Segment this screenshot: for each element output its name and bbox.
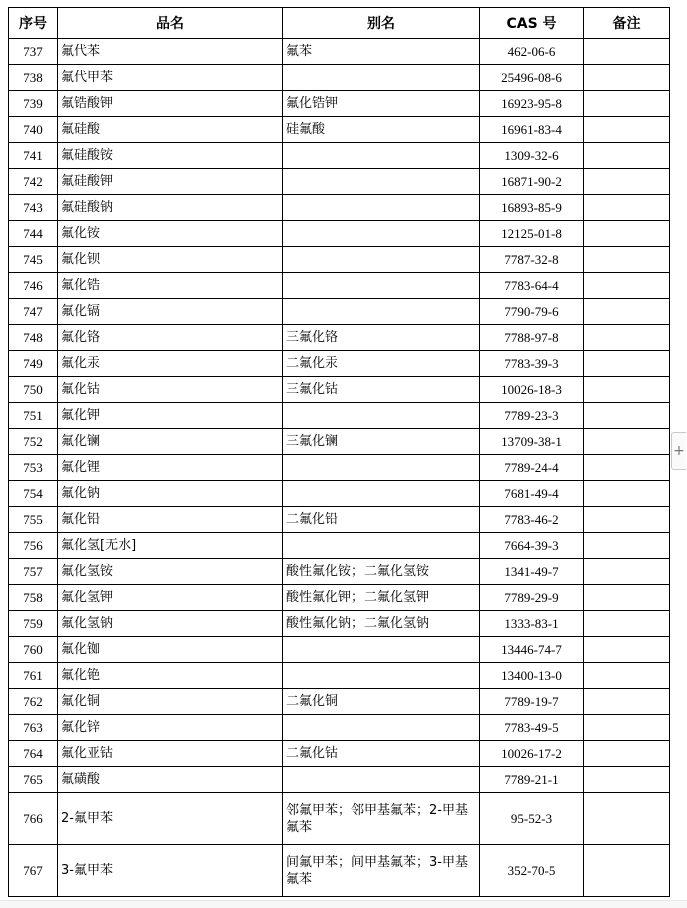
table-row <box>9 637 670 663</box>
row-number: 756 <box>9 533 58 559</box>
row-alias <box>283 637 480 663</box>
row-name: 氟化锌 <box>58 715 283 741</box>
row-cas: 462-06-6 <box>480 39 584 65</box>
row-number: 751 <box>9 403 58 429</box>
header-name: 品名 <box>58 8 283 39</box>
row-alias <box>283 481 480 507</box>
row-alias <box>283 221 480 247</box>
row-note <box>584 481 670 507</box>
row-number: 745 <box>9 247 58 273</box>
row-number: 754 <box>9 481 58 507</box>
row-number: 747 <box>9 299 58 325</box>
row-number: 763 <box>9 715 58 741</box>
row-alias <box>283 65 480 91</box>
table-row <box>9 143 670 169</box>
row-number: 740 <box>9 117 58 143</box>
table-row <box>9 169 670 195</box>
row-name: 氟化锂 <box>58 455 283 481</box>
row-alias: 三氟化钴 <box>283 377 480 403</box>
row-alias <box>283 403 480 429</box>
plus-icon[interactable]: + <box>671 432 686 470</box>
row-name: 氟化铬 <box>58 325 283 351</box>
row-note <box>584 273 670 299</box>
row-note <box>584 143 670 169</box>
row-alias: 酸性氟化钾；二氟化氢钾 <box>283 585 480 611</box>
row-name: 2-氟甲苯 <box>58 793 283 845</box>
row-alias: 间氟甲苯；间甲基氟苯；3-甲基氟苯 <box>283 845 480 897</box>
row-number: 743 <box>9 195 58 221</box>
row-number: 737 <box>9 39 58 65</box>
row-cas: 13446-74-7 <box>480 637 584 663</box>
row-alias <box>283 533 480 559</box>
row-note <box>584 221 670 247</box>
row-name: 氟化镉 <box>58 299 283 325</box>
row-note <box>584 585 670 611</box>
table-row <box>9 715 670 741</box>
row-alias: 硅氟酸 <box>283 117 480 143</box>
row-number: 759 <box>9 611 58 637</box>
row-number: 741 <box>9 143 58 169</box>
row-note <box>584 741 670 767</box>
row-alias <box>283 195 480 221</box>
row-name: 氟化氢钠 <box>58 611 283 637</box>
table-row <box>9 455 670 481</box>
row-note <box>584 247 670 273</box>
table-row <box>9 117 670 143</box>
row-number: 748 <box>9 325 58 351</box>
row-note <box>584 455 670 481</box>
row-number: 753 <box>9 455 58 481</box>
row-note <box>584 325 670 351</box>
row-cas: 7789-29-9 <box>480 585 584 611</box>
row-number: 766 <box>9 793 58 845</box>
row-number: 765 <box>9 767 58 793</box>
table-row <box>9 689 670 715</box>
row-note <box>584 793 670 845</box>
row-note <box>584 429 670 455</box>
table-row <box>9 91 670 117</box>
row-cas: 7788-97-8 <box>480 325 584 351</box>
row-number: 757 <box>9 559 58 585</box>
row-name: 氟硅酸钠 <box>58 195 283 221</box>
row-number: 738 <box>9 65 58 91</box>
row-alias: 酸性氟化铵；二氟化氢铵 <box>283 559 480 585</box>
row-number: 755 <box>9 507 58 533</box>
row-note <box>584 845 670 897</box>
row-note <box>584 117 670 143</box>
row-note <box>584 637 670 663</box>
table-row <box>9 845 670 897</box>
row-name: 氟硅酸铵 <box>58 143 283 169</box>
row-cas: 7681-49-4 <box>480 481 584 507</box>
row-name: 氟化铜 <box>58 689 283 715</box>
row-name: 氟磺酸 <box>58 767 283 793</box>
table-header-row <box>9 8 670 39</box>
row-cas: 7790-79-6 <box>480 299 584 325</box>
row-name: 氟化氢铵 <box>58 559 283 585</box>
row-name: 氟化钾 <box>58 403 283 429</box>
row-name: 氟代甲苯 <box>58 65 283 91</box>
row-note <box>584 403 670 429</box>
header-cas: CAS 号 <box>480 8 584 39</box>
row-number: 762 <box>9 689 58 715</box>
row-note <box>584 377 670 403</box>
table-row <box>9 481 670 507</box>
row-note <box>584 65 670 91</box>
row-alias: 氟化锆钾 <box>283 91 480 117</box>
table-row <box>9 507 670 533</box>
row-number: 742 <box>9 169 58 195</box>
row-alias: 二氟化铜 <box>283 689 480 715</box>
row-name: 氟化铷 <box>58 637 283 663</box>
row-number: 746 <box>9 273 58 299</box>
row-cas: 12125-01-8 <box>480 221 584 247</box>
row-cas: 7783-64-4 <box>480 273 584 299</box>
row-cas: 7789-21-1 <box>480 767 584 793</box>
row-note <box>584 533 670 559</box>
table-row <box>9 559 670 585</box>
row-alias <box>283 715 480 741</box>
row-name: 氟硅酸钾 <box>58 169 283 195</box>
row-cas: 7783-49-5 <box>480 715 584 741</box>
row-name: 氟化钠 <box>58 481 283 507</box>
row-cas: 16893-85-9 <box>480 195 584 221</box>
row-alias: 邻氟甲苯；邻甲基氟苯；2-甲基氟苯 <box>283 793 480 845</box>
row-number: 739 <box>9 91 58 117</box>
row-name: 氟化镧 <box>58 429 283 455</box>
row-cas: 25496-08-6 <box>480 65 584 91</box>
row-cas: 10026-17-2 <box>480 741 584 767</box>
row-name: 氟锆酸钾 <box>58 91 283 117</box>
row-cas: 1341-49-7 <box>480 559 584 585</box>
row-number: 749 <box>9 351 58 377</box>
table-row <box>9 65 670 91</box>
row-cas: 13709-38-1 <box>480 429 584 455</box>
row-cas: 7783-46-2 <box>480 507 584 533</box>
row-cas: 95-52-3 <box>480 793 584 845</box>
row-number: 744 <box>9 221 58 247</box>
row-cas: 7664-39-3 <box>480 533 584 559</box>
row-note <box>584 507 670 533</box>
row-name: 氟代苯 <box>58 39 283 65</box>
row-cas: 16871-90-2 <box>480 169 584 195</box>
row-number: 760 <box>9 637 58 663</box>
row-note <box>584 715 670 741</box>
row-note <box>584 39 670 65</box>
row-name: 氟化钴 <box>58 377 283 403</box>
row-alias: 二氟化钴 <box>283 741 480 767</box>
row-cas: 16923-95-8 <box>480 91 584 117</box>
row-alias: 三氟化镧 <box>283 429 480 455</box>
row-name: 氟化氢钾 <box>58 585 283 611</box>
row-name: 氟化亚钴 <box>58 741 283 767</box>
table-row <box>9 403 670 429</box>
row-number: 752 <box>9 429 58 455</box>
row-name: 氟化钡 <box>58 247 283 273</box>
row-name: 氟化铯 <box>58 663 283 689</box>
row-note <box>584 169 670 195</box>
row-name: 氟化氢[无水] <box>58 533 283 559</box>
row-alias <box>283 169 480 195</box>
row-cas: 7783-39-3 <box>480 351 584 377</box>
table-row <box>9 585 670 611</box>
table-row <box>9 273 670 299</box>
row-note <box>584 195 670 221</box>
table-row <box>9 611 670 637</box>
row-name: 氟化铵 <box>58 221 283 247</box>
row-note <box>584 611 670 637</box>
table-row <box>9 767 670 793</box>
row-note <box>584 663 670 689</box>
header-no: 序号 <box>9 8 58 39</box>
row-note <box>584 767 670 793</box>
row-alias <box>283 247 480 273</box>
table-row <box>9 377 670 403</box>
row-cas: 7789-23-3 <box>480 403 584 429</box>
table-row <box>9 299 670 325</box>
row-cas: 13400-13-0 <box>480 663 584 689</box>
row-alias: 二氟化汞 <box>283 351 480 377</box>
row-cas: 7789-19-7 <box>480 689 584 715</box>
table-row <box>9 793 670 845</box>
row-alias <box>283 767 480 793</box>
row-number: 767 <box>9 845 58 897</box>
row-note <box>584 91 670 117</box>
row-alias: 二氟化铅 <box>283 507 480 533</box>
row-alias <box>283 455 480 481</box>
row-number: 750 <box>9 377 58 403</box>
row-note <box>584 351 670 377</box>
row-name: 氟化汞 <box>58 351 283 377</box>
row-alias: 酸性氟化钠；二氟化氢钠 <box>283 611 480 637</box>
chemical-table <box>8 7 670 897</box>
table-row <box>9 429 670 455</box>
row-cas: 16961-83-4 <box>480 117 584 143</box>
header-alias: 别名 <box>283 8 480 39</box>
row-name: 氟化铅 <box>58 507 283 533</box>
row-number: 764 <box>9 741 58 767</box>
row-note <box>584 559 670 585</box>
row-number: 758 <box>9 585 58 611</box>
table-row <box>9 195 670 221</box>
row-cas: 352-70-5 <box>480 845 584 897</box>
table-row <box>9 351 670 377</box>
row-name: 氟硅酸 <box>58 117 283 143</box>
row-alias: 三氟化铬 <box>283 325 480 351</box>
row-alias: 氟苯 <box>283 39 480 65</box>
row-note <box>584 299 670 325</box>
table-row <box>9 663 670 689</box>
row-cas: 7787-32-8 <box>480 247 584 273</box>
table-row <box>9 741 670 767</box>
table-row <box>9 221 670 247</box>
row-note <box>584 689 670 715</box>
row-cas: 7789-24-4 <box>480 455 584 481</box>
row-alias <box>283 273 480 299</box>
row-cas: 10026-18-3 <box>480 377 584 403</box>
table-row <box>9 39 670 65</box>
row-name: 氟化锆 <box>58 273 283 299</box>
header-note: 备注 <box>584 8 670 39</box>
table-row <box>9 533 670 559</box>
table-row <box>9 325 670 351</box>
row-cas: 1333-83-1 <box>480 611 584 637</box>
row-name: 3-氟甲苯 <box>58 845 283 897</box>
row-alias <box>283 299 480 325</box>
row-alias <box>283 143 480 169</box>
row-cas: 1309-32-6 <box>480 143 584 169</box>
row-alias <box>283 663 480 689</box>
table-body <box>9 39 670 897</box>
row-number: 761 <box>9 663 58 689</box>
table-row <box>9 247 670 273</box>
